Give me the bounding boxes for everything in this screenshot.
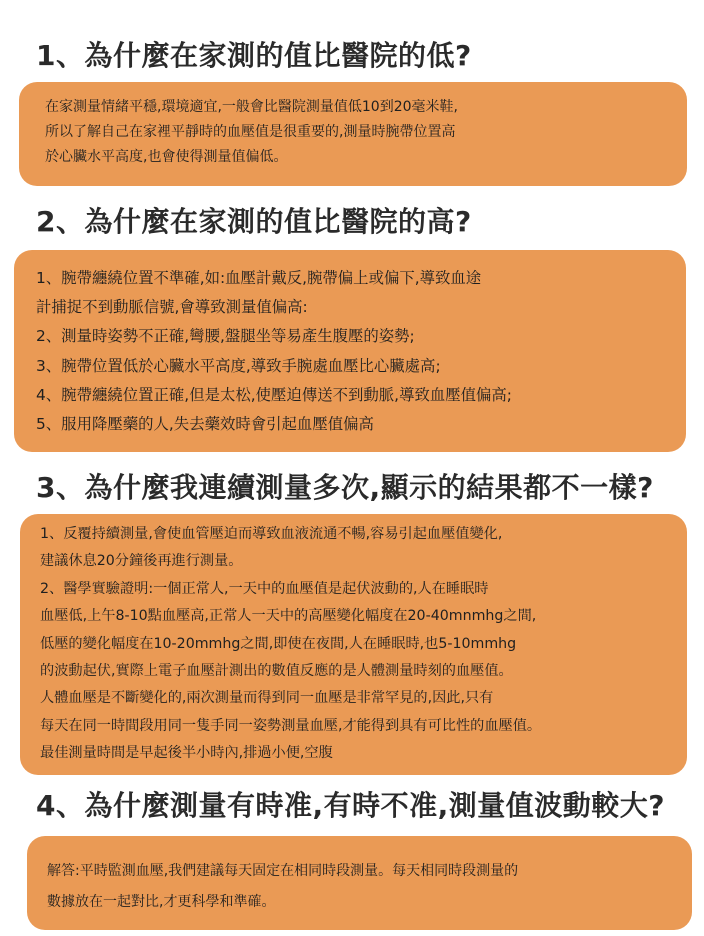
answer-line: 計捕捉不到動脈信號,會導致測量值偏高: — [36, 298, 308, 317]
answer-line: 1、反覆持續測量,會使血管壓迫而導致血液流通不暢,容易引起血壓值變化, — [40, 526, 503, 542]
section-2-answer-box — [14, 250, 686, 452]
answer-line: 每天在同一時間段用同一隻手同一姿勢測量血壓,才能得到具有可比性的血壓值。 — [40, 717, 542, 734]
answer-line: 血壓低,上午8-10點血壓高,正常人一天中的高壓變化幅度在20-40mnmhg之間, — [40, 608, 537, 625]
section-4-answer-box — [27, 836, 692, 930]
answer-line: 4、腕帶纏繞位置正確,但是太松,使壓迫傳送不到動脈,導致血壓值偏高; — [36, 385, 512, 404]
answer-line: 的波動起伏,實際上電子血壓計測出的數值反應的是人體測量時刻的血壓值。 — [40, 663, 513, 680]
section-2-title: 2、為什麼在家測的值比醫院的高? — [36, 205, 472, 238]
answer-line: 5、服用降壓藥的人,失去藥效時會引起血壓值偏高 — [36, 415, 374, 434]
answer-line: 2、醫學實驗證明:一個正常人,一天中的血壓值是起伏波動的,人在睡眠時 — [40, 580, 489, 597]
answer-line: 最佳測量時間是早起後半小時內,排過小便,空腹 — [40, 745, 333, 762]
answer-line: 在家測量情緒平穩,環境適宜,一般會比醫院測量值低10到20毫米鞋, — [45, 99, 458, 115]
answer-line: 所以了解自己在家裡平靜時的血壓值是很重要的,測量時腕帶位置高 — [45, 124, 456, 140]
answer-line: 於心臟水平高度,也會使得測量值偏低。 — [45, 149, 288, 165]
answer-line: 數據放在一起對比,才更科學和準確。 — [47, 894, 276, 910]
answer-line: 低壓的變化幅度在10-20mmhg之間,即使在夜間,人在睡眠時,也5-10mmhg — [40, 635, 517, 652]
answer-line: 人體血壓是不斷變化的,兩次測量而得到同一血壓是非常罕見的,因此,只有 — [40, 690, 494, 707]
answer-line: 3、腕帶位置低於心臟水平高度,導致手腕處血壓比心臟處高; — [36, 356, 441, 375]
section-1-answer-box — [19, 82, 687, 186]
section-4-title: 4、為什麼測量有時准,有時不准,測量值波動較大? — [36, 789, 666, 822]
answer-line: 2、測量時姿勢不正確,彎腰,盤腿坐等易產生腹壓的姿勢; — [36, 327, 415, 346]
section-3-title: 3、為什麼我連續測量多次,顯示的結果都不一樣? — [36, 471, 654, 504]
answer-line: 1、腕帶纏繞位置不準確,如:血壓計戴反,腕帶偏上或偏下,導致血途 — [36, 269, 482, 287]
section-3-answer-box — [20, 514, 687, 775]
answer-line: 建議休息20分鐘後再進行測量。 — [40, 553, 243, 570]
section-1-title: 1、為什麼在家測的值比醫院的低? — [36, 39, 472, 72]
answer-line: 解答:平時監測血壓,我們建議每天固定在相同時段測量。每天相同時段測量的 — [47, 863, 519, 879]
